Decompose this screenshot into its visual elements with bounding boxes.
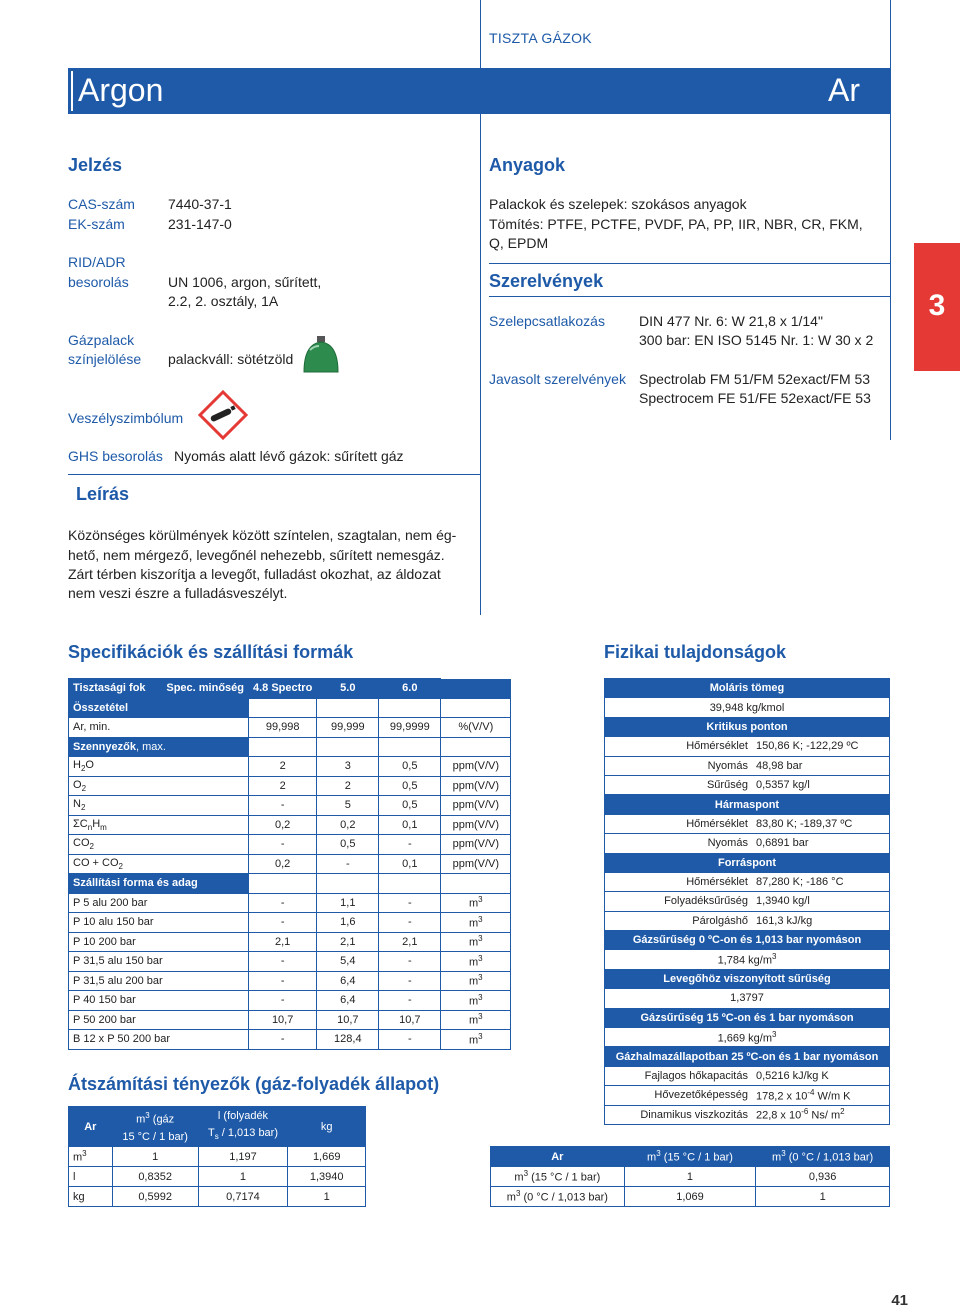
conv1-value: 1: [288, 1187, 366, 1207]
phys-levegohoz-value: 1,3797: [605, 989, 890, 1008]
leiras-line-2: hető, nem mérgező, levegőnél nehezebb, sűrített nemesgáz.: [68, 547, 445, 563]
anyagok-line-3: Q, EPDM: [489, 235, 549, 251]
table-row: [69, 991, 511, 1011]
phys-gazsuruseg0-text: 1,784 kg/m: [717, 954, 772, 967]
element-symbol: Ar: [828, 72, 860, 108]
phys-key: Nyomás: [605, 756, 752, 775]
conv2-unit: [491, 1167, 625, 1187]
formula-part: CO: [73, 837, 90, 850]
unit-sup: 3: [478, 914, 483, 924]
formula-part: H: [73, 759, 81, 772]
gazpalack-label-1: Gázpalack: [68, 332, 135, 348]
phys-value: 0,5357 kg/l: [752, 775, 890, 794]
phys-key: Folyadéksűrűség: [605, 892, 752, 911]
spec-h-empty: [441, 679, 511, 699]
table-row: [69, 1030, 511, 1050]
phys-key: Hővezetőképesség: [605, 1086, 752, 1105]
table-row: [69, 1147, 366, 1167]
phys-value-tail: W/m K: [814, 1090, 851, 1103]
spec-imp-value: 0,5: [379, 776, 441, 796]
table-row: [69, 854, 511, 874]
gas-cylinder-hazard-icon: [198, 390, 248, 440]
unit-sup: 3: [478, 992, 483, 1002]
veszely-label: Veszélyszimbólum: [68, 410, 184, 426]
formula-sub: n: [87, 822, 93, 832]
table-row: [605, 775, 890, 794]
conv1-h-m3-b: (gáz: [149, 1113, 175, 1126]
conv2-value: 1,069: [624, 1187, 756, 1207]
spec-imp-value: 0,5: [317, 835, 379, 855]
phys-gazsuruseg15-sup: 3: [771, 1029, 777, 1039]
phys-value-exp: -6: [801, 1107, 809, 1117]
spec-imp-name: [69, 815, 249, 835]
formula-part: CO + CO: [73, 856, 119, 869]
atszamitas-heading: Átszámítási tényezők (gáz-folyadék állapot): [68, 1074, 440, 1094]
rid-label-2: besorolás: [68, 274, 129, 290]
conv2-h-m3-15-b: (15 °C / 1 bar): [660, 1151, 733, 1164]
spec-table: [68, 678, 511, 1050]
conversion-table-1: [68, 1106, 366, 1207]
conv1-h-l-a: l (folyadék: [217, 1109, 269, 1122]
conv2-value: 1: [756, 1187, 890, 1207]
unit-sup: 3: [478, 895, 483, 905]
spec-del-value: -: [379, 952, 441, 972]
conv1-value: 1,197: [198, 1147, 288, 1167]
table-row: [605, 1066, 890, 1085]
table-row: [69, 796, 511, 816]
spec-imp-unit: ppm(V/V): [441, 854, 511, 874]
unit-sup: 3: [478, 953, 483, 963]
phys-value-tail: Ns/ m: [808, 1110, 841, 1123]
spec-del-value: -: [379, 991, 441, 1011]
table-row: [69, 757, 511, 777]
conv2-h-m3-15-a: m: [647, 1151, 657, 1164]
leiras-divider: [68, 474, 481, 475]
phys-value-text: 0,5216 kJ/kg K: [755, 1070, 829, 1082]
table-row: [605, 1105, 890, 1124]
conv2-unit-b: (0 °C / 1,013 bar): [520, 1191, 608, 1204]
conv2-value: 0,936: [756, 1167, 890, 1187]
conv1-value: 0,7174: [198, 1187, 288, 1207]
cas-label: CAS-szám: [68, 196, 135, 212]
phys-gazsuruseg0-sup: 3: [771, 952, 777, 962]
phys-gazsuruseg0-value: [605, 950, 890, 969]
spec-imp-value: -: [249, 796, 317, 816]
spec-imp-value: -: [249, 835, 317, 855]
conv1-value: 1: [198, 1167, 288, 1187]
right-divider: [890, 0, 891, 440]
spec-imp-value: 0,1: [379, 854, 441, 874]
spec-imp-value: 2: [249, 776, 317, 796]
spec-imp-unit: ppm(V/V): [441, 815, 511, 835]
spec-ar-v1: 99,998: [249, 718, 317, 738]
unit-m: m: [469, 956, 479, 969]
conv1-h-l-s: s: [214, 1132, 219, 1142]
table-row: [491, 1187, 890, 1207]
spec-imp-unit: ppm(V/V): [441, 796, 511, 816]
spec-imp-value: 0,1: [379, 815, 441, 835]
spec-del-value: -: [249, 1030, 317, 1050]
phys-key: Fajlagos hőkapacitás: [605, 1066, 752, 1085]
spec-imp-value: -: [317, 854, 379, 874]
phys-value: 150,86 K; -122,29 ºC: [752, 737, 890, 756]
phys-value: 0,6891 bar: [752, 834, 890, 853]
phys-key: Hőmérséklet: [605, 872, 752, 891]
spec-del-value: 10,7: [317, 1010, 379, 1030]
conv2-unit-a: m: [506, 1191, 516, 1204]
formula-part: N: [73, 798, 81, 811]
cylinder-shoulder-icon: [302, 336, 340, 374]
spec-imp-value: 2: [317, 776, 379, 796]
spec-del-unit: [441, 1010, 511, 1030]
formula-sub: 2: [81, 783, 87, 793]
conv1-unit: [69, 1167, 113, 1187]
phys-harmaspont-header: Hármaspont: [605, 795, 890, 814]
table-row: [69, 1187, 366, 1207]
phys-value: [752, 1105, 890, 1124]
spec-osszetetel-row: [69, 698, 511, 718]
conv2-h-m3-0: [756, 1147, 890, 1167]
table-row: [69, 1167, 366, 1187]
leiras-line-4: nem veszi észre a fulladásveszélyt.: [68, 585, 288, 601]
spec-del-name: P 31,5 alu 150 bar: [69, 952, 249, 972]
phys-gazsuruseg15-text: 1,669 kg/m: [717, 1032, 772, 1045]
conv2-h-ar: Ar: [491, 1147, 625, 1167]
spec-header-row: [69, 679, 511, 699]
cas-value: 7440-37-1: [168, 196, 232, 212]
conv1-h-l: [198, 1107, 288, 1147]
ghs-label: GHS besorolás: [68, 448, 163, 464]
phys-key: Párolgáshő: [605, 911, 752, 930]
page-title: Argon: [78, 72, 164, 108]
leiras-heading: Leírás: [76, 484, 130, 504]
title-bar: [68, 68, 890, 114]
spec-imp-value: 3: [317, 757, 379, 777]
formula-part: ΣC: [73, 817, 88, 830]
conv2-h-m3-15-sup: 3: [656, 1149, 661, 1159]
table-row: [605, 911, 890, 930]
szelep-value-2: 300 bar: EN ISO 5145 Nr. 1: W 30 x 2: [639, 332, 874, 348]
conv1-value: 0,8352: [112, 1167, 198, 1187]
spec-imp-unit: ppm(V/V): [441, 835, 511, 855]
spec-del-name: P 10 200 bar: [69, 932, 249, 952]
javasolt-value-1: Spectrolab FM 51/FM 52exact/FM 53: [639, 371, 871, 387]
spec-del-value: 2,1: [249, 932, 317, 952]
conv1-h-ar: Ar: [69, 1107, 113, 1147]
spec-h-minoseg: Spec. minőség: [166, 682, 244, 695]
spec-heading: Specifikációk és szállítási formák: [68, 642, 354, 662]
conv2-h-m3-15: [624, 1147, 756, 1167]
formula-sub: 2: [118, 861, 123, 871]
szerelvenyek-divider: [489, 296, 891, 297]
conv2-unit: [491, 1187, 625, 1207]
formula-part: O: [73, 778, 82, 791]
spec-h-60: 6.0: [379, 679, 441, 699]
spec-del-unit: [441, 991, 511, 1011]
gazpalack-value: palackváll: sötétzöld: [168, 351, 294, 367]
spec-del-name: P 10 alu 150 bar: [69, 913, 249, 933]
phys-value: 161,3 kJ/kg: [752, 911, 890, 930]
table-row: [69, 913, 511, 933]
table-row: [69, 952, 511, 972]
spec-del-value: 1,1: [317, 893, 379, 913]
table-row: [69, 776, 511, 796]
conv1-unit: [69, 1187, 113, 1207]
formula-sub: m: [100, 822, 107, 832]
spec-del-value: 6,4: [317, 971, 379, 991]
spec-ar-v2: 99,999: [317, 718, 379, 738]
phys-value: [752, 1066, 890, 1085]
spec-ar-unit: %(V/V): [441, 718, 511, 738]
phys-kritikus-header: Kritikus ponton: [605, 717, 890, 736]
formula-sub: 2: [80, 764, 86, 774]
phys-key: Nyomás: [605, 834, 752, 853]
conv1-h-m3-a: m: [136, 1113, 146, 1126]
conv2-unit-a: m: [514, 1171, 524, 1184]
phys-key: Hőmérséklet: [605, 737, 752, 756]
table-row: [605, 834, 890, 853]
category-label: TISZTA GÁZOK: [489, 30, 592, 46]
conv2-unit-b: (15 °C / 1 bar): [528, 1171, 601, 1184]
rid-label-1: RID/ADR: [68, 254, 126, 270]
phys-table: [604, 678, 890, 1125]
spec-del-value: -: [249, 991, 317, 1011]
spec-del-unit: [441, 893, 511, 913]
table-row: [69, 971, 511, 991]
phys-key: Sűrűség: [605, 775, 752, 794]
spec-szennyezok-label: Szennyezők: [73, 740, 136, 753]
spec-del-value: -: [379, 971, 441, 991]
spec-del-name: P 50 200 bar: [69, 1010, 249, 1030]
rid-value-2: 2.2, 2. osztály, 1A: [168, 293, 279, 309]
unit-sup: 3: [478, 1031, 483, 1041]
spec-imp-value: 0,2: [249, 815, 317, 835]
spec-h-48: 4.8 Spectro: [249, 679, 317, 699]
javasolt-label: Javasolt szerelvények: [489, 371, 626, 387]
conv1-h-m3-c: 15 °C / 1 bar): [122, 1130, 188, 1143]
formula-sub: 2: [89, 842, 94, 852]
conv1-value: 0,5992: [112, 1187, 198, 1207]
leiras-line-1: Közönséges körülmények között színtelen, szagtalan, nem ég-: [68, 527, 457, 543]
conv1-h-kg: kg: [288, 1107, 366, 1147]
ek-label: EK-szám: [68, 216, 125, 232]
spec-szallitasi: Szállítási forma és adag: [69, 874, 249, 894]
spec-szennyezok-row: [69, 737, 511, 757]
unit-m: m: [469, 937, 479, 950]
phys-molaris-value: 39,948 kg/kmol: [605, 698, 890, 717]
spec-del-value: -: [379, 913, 441, 933]
phys-molaris-header: Moláris tömeg: [605, 679, 890, 698]
spec-imp-name: [69, 796, 249, 816]
unit-m: m: [469, 995, 479, 1008]
spec-del-value: 5,4: [317, 952, 379, 972]
anyagok-divider: [489, 263, 891, 264]
unit-m: m: [469, 1015, 479, 1028]
spec-del-name: P 31,5 alu 200 bar: [69, 971, 249, 991]
phys-gazhalmazallapot-header: Gázhalmazállapotban 25 ºC-on és 1 bar nyomáson: [605, 1047, 890, 1066]
spec-imp-value: 0,5: [379, 757, 441, 777]
spec-del-name: P 5 alu 200 bar: [69, 893, 249, 913]
spec-szallitasi-row: [69, 874, 511, 894]
unit-m: m: [469, 1034, 479, 1047]
formula-part: H: [92, 817, 101, 830]
spec-del-value: -: [249, 913, 317, 933]
unit-sup: 3: [478, 934, 483, 944]
phys-value-exp: -4: [807, 1088, 815, 1098]
conv1-unit-text: m: [73, 1151, 83, 1164]
table-row: [605, 756, 890, 775]
unit-m: m: [469, 898, 479, 911]
phys-value-text: 22,8 x 10: [755, 1110, 802, 1123]
unit-m: m: [469, 917, 479, 930]
conv1-h-l-c: / 1,013 bar): [218, 1126, 279, 1139]
table-row: [69, 815, 511, 835]
table-row: [69, 932, 511, 952]
spec-osszetetel: Összetétel: [69, 698, 249, 718]
table-row: [605, 814, 890, 833]
conv1-unit: [69, 1147, 113, 1167]
table-row: [491, 1167, 890, 1187]
spec-del-value: 10,7: [379, 1010, 441, 1030]
spec-imp-name: [69, 757, 249, 777]
phys-value: 87,280 K; -186 °C: [752, 872, 890, 891]
title-separator: [71, 71, 73, 111]
table-row: [69, 835, 511, 855]
phys-value: [752, 1086, 890, 1105]
szelep-label: Szelepcsatlakozás: [489, 313, 605, 329]
phys-levegohoz-header: Levegőhöz viszonyított sűrűség: [605, 969, 890, 988]
rid-value-1: UN 1006, argon, sűrített,: [168, 274, 322, 290]
table-row: [605, 737, 890, 756]
spec-imp-value: 0,5: [379, 796, 441, 816]
spec-del-value: 6,4: [317, 991, 379, 1011]
table-row: [69, 1010, 511, 1030]
conv2-h-m3-0-b: (0 °C / 1,013 bar): [785, 1151, 874, 1164]
leiras-line-3: Zárt térben kiszorítja a levegőt, fulladást okozhat, az áldozat: [68, 566, 441, 582]
phys-value: 48,98 bar: [752, 756, 890, 775]
phys-key: Dinamikus viszkozitás: [605, 1105, 752, 1124]
phys-value: 1,3940 kg/l: [752, 892, 890, 911]
spec-del-value: 1,6: [317, 913, 379, 933]
phys-value: 83,80 K; -189,37 ºC: [752, 814, 890, 833]
spec-del-value: 10,7: [249, 1010, 317, 1030]
spec-del-value: -: [379, 893, 441, 913]
phys-key: Hőmérséklet: [605, 814, 752, 833]
conv1-h-m3: [112, 1107, 198, 1147]
table-row: [69, 893, 511, 913]
spec-del-value: -: [249, 893, 317, 913]
spec-h-tisztasag: Tisztasági fok: [73, 682, 146, 695]
conv2-value: 1: [624, 1167, 756, 1187]
spec-del-unit: [441, 1030, 511, 1050]
phys-gazsuruseg15-header: Gázsűrűség 15 ºC-on és 1 bar nyomáson: [605, 1008, 890, 1027]
javasolt-value-2: Spectrocem FE 51/FE 52exact/FE 53: [639, 390, 871, 406]
conversion-table-2: [490, 1146, 890, 1207]
spec-imp-name: [69, 854, 249, 874]
phys-value-sup2: 2: [840, 1107, 845, 1117]
table-row: [69, 718, 511, 738]
unit-sup: 3: [478, 1012, 483, 1022]
conv2-h-m3-0-sup: 3: [781, 1149, 786, 1159]
conv1-value: 1,669: [288, 1147, 366, 1167]
spec-imp-value: 0,2: [249, 854, 317, 874]
spec-del-unit: [441, 932, 511, 952]
ghs-value: Nyomás alatt lévő gázok: sűrített gáz: [174, 448, 404, 464]
spec-del-value: 2,1: [317, 932, 379, 952]
anyagok-line-1: Palackok és szelepek: szokásos anyagok: [489, 196, 747, 212]
formula-sub: 2: [80, 803, 86, 813]
table-row: [605, 1086, 890, 1105]
spec-imp-value: 0,2: [317, 815, 379, 835]
phys-gazsuruseg0-header: Gázsűrűség 0 ºC-on és 1,013 bar nyomáson: [605, 931, 890, 950]
conv1-unit-sup: 3: [82, 1149, 87, 1159]
table-row: [605, 872, 890, 891]
spec-del-unit: [441, 971, 511, 991]
conv2-unit-sup: 3: [515, 1189, 521, 1199]
spec-del-value: -: [249, 952, 317, 972]
spec-del-unit: [441, 913, 511, 933]
szerelvenyek-heading: Szerelvények: [489, 271, 604, 291]
spec-imp-value: 2: [249, 757, 317, 777]
page-number: 41: [891, 1292, 908, 1309]
anyagok-heading: Anyagok: [489, 155, 566, 175]
anyagok-line-2: Tömítés: PTFE, PCTFE, PVDF, PA, PP, IIR, NBR, CR, FKM,: [489, 216, 863, 232]
unit-m: m: [469, 976, 479, 989]
conv1-value: 1: [112, 1147, 198, 1167]
chapter-tab: 3: [914, 243, 960, 371]
spec-ar-name: Ar, min.: [69, 718, 249, 738]
spec-h-50: 5.0: [317, 679, 379, 699]
formula-part: O: [85, 759, 94, 772]
spec-szennyezok-suffix: , max.: [135, 740, 166, 753]
spec-imp-unit: ppm(V/V): [441, 757, 511, 777]
conv1-unit-text: l: [73, 1170, 76, 1183]
jelzes-heading: Jelzés: [68, 155, 123, 175]
conv1-h-m3-sup: 3: [145, 1111, 150, 1121]
spec-imp-value: -: [379, 835, 441, 855]
spec-del-name: P 40 150 bar: [69, 991, 249, 1011]
spec-del-value: -: [249, 971, 317, 991]
spec-del-name: B 12 x P 50 200 bar: [69, 1030, 249, 1050]
conv2-h-m3-0-a: m: [772, 1151, 782, 1164]
conv1-h-l-b: T: [207, 1126, 215, 1139]
szelep-value-1: DIN 477 Nr. 6: W 21,8 x 1/14": [639, 313, 823, 329]
table-row: [605, 892, 890, 911]
conv1-unit-text: kg: [73, 1190, 85, 1203]
phys-forraspont-header: Forráspont: [605, 853, 890, 872]
phys-gazsuruseg15-value: [605, 1028, 890, 1047]
unit-sup: 3: [478, 973, 483, 983]
spec-szennyezok: [69, 737, 249, 757]
conv1-value: 1,3940: [288, 1167, 366, 1187]
phys-heading: Fizikai tulajdonságok: [604, 642, 787, 662]
spec-del-value: -: [379, 1030, 441, 1050]
spec-del-value: 2,1: [379, 932, 441, 952]
phys-value-text: 178,2 x 10: [755, 1090, 808, 1103]
ek-value: 231-147-0: [168, 216, 232, 232]
spec-imp-value: 5: [317, 796, 379, 816]
gazpalack-label-2: színjelölése: [68, 351, 142, 367]
spec-del-unit: [441, 952, 511, 972]
spec-imp-name: [69, 776, 249, 796]
spec-del-value: 128,4: [317, 1030, 379, 1050]
spec-imp-unit: ppm(V/V): [441, 776, 511, 796]
spec-imp-name: [69, 835, 249, 855]
spec-ar-v3: 99,9999: [379, 718, 441, 738]
conv2-unit-sup: 3: [523, 1169, 529, 1179]
